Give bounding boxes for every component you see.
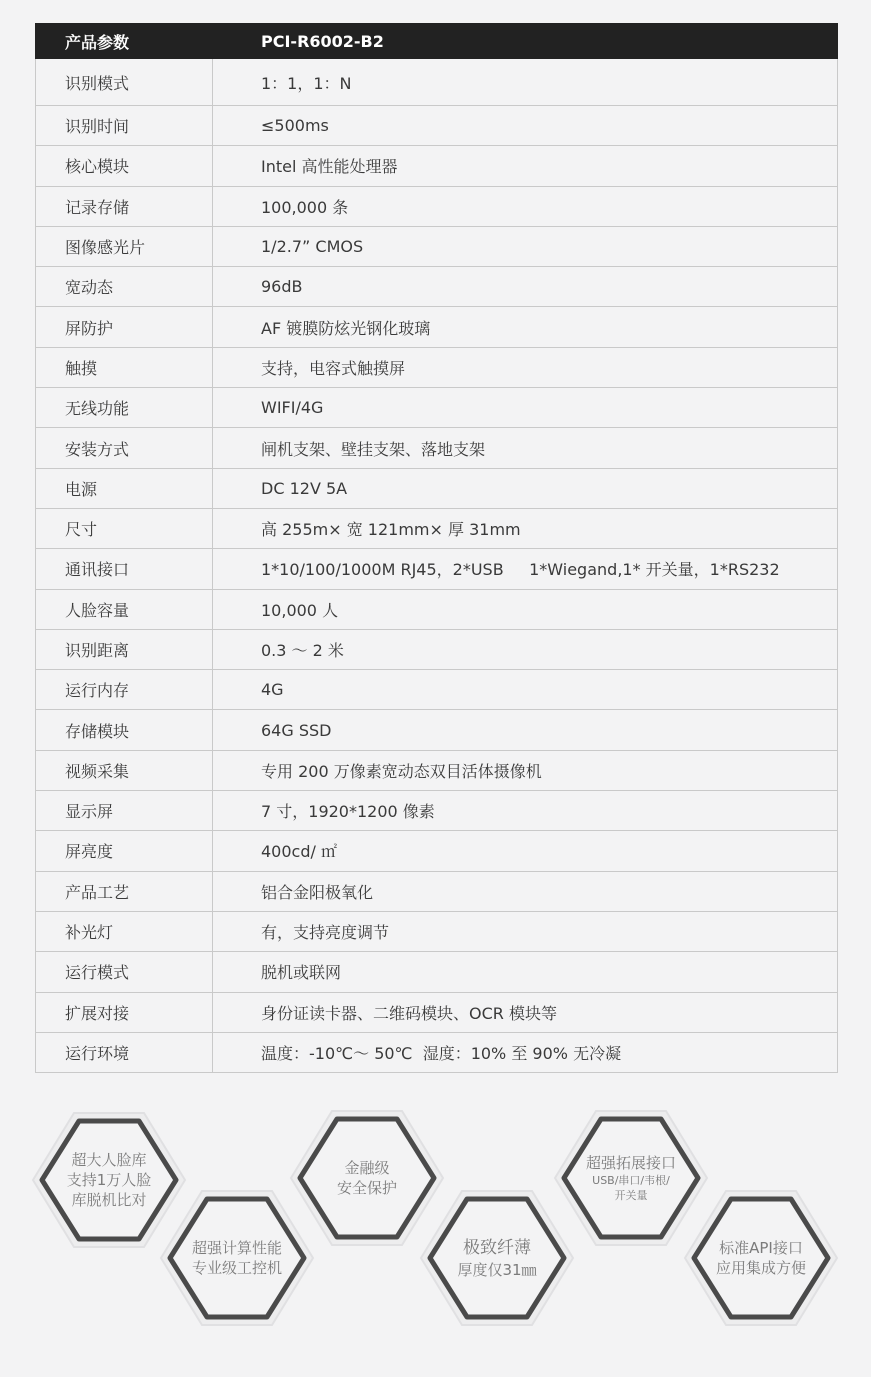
spec-value: Intel 高性能处理器 xyxy=(213,146,838,186)
spec-key: 安装方式 xyxy=(36,428,213,468)
spec-key: 运行环境 xyxy=(36,1032,213,1072)
spec-row xyxy=(36,186,838,226)
spec-key: 通讯接口 xyxy=(36,549,213,589)
spec-table xyxy=(35,23,838,1073)
spec-row xyxy=(36,629,838,669)
spec-key: 电源 xyxy=(36,468,213,508)
spec-key: 运行内存 xyxy=(36,670,213,710)
feature-line: USB/串口/韦根/ xyxy=(592,1174,670,1187)
spec-value: 400cd/ ㎡ xyxy=(213,831,838,871)
spec-value: 高 255m× 宽 121mm× 厚 31mm xyxy=(213,508,838,548)
spec-row xyxy=(36,468,838,508)
feature-line: 极致纤薄 xyxy=(463,1237,531,1258)
spec-row xyxy=(36,226,838,266)
spec-key: 识别模式 xyxy=(36,59,213,106)
feature-hex-6-text xyxy=(682,1188,840,1328)
spec-key: 图像感光片 xyxy=(36,226,213,266)
feature-line: 超强拓展接口 xyxy=(585,1154,676,1172)
spec-value: 铝合金阳极氧化 xyxy=(213,871,838,911)
spec-key: 核心模块 xyxy=(36,146,213,186)
feature-hex-6 xyxy=(682,1188,840,1328)
feature-line: 库脱机比对 xyxy=(71,1191,147,1209)
spec-key: 产品工艺 xyxy=(36,871,213,911)
spec-row xyxy=(36,952,838,992)
spec-row xyxy=(36,388,838,428)
spec-header-row xyxy=(36,24,838,59)
feature-hexagons xyxy=(0,1100,871,1340)
spec-row xyxy=(36,791,838,831)
spec-row xyxy=(36,549,838,589)
spec-value: 闸机支架、壁挂支架、落地支架 xyxy=(213,428,838,468)
spec-key: 宽动态 xyxy=(36,267,213,307)
spec-row xyxy=(36,1032,838,1072)
spec-row xyxy=(36,106,838,146)
spec-value: WIFI/4G xyxy=(213,388,838,428)
spec-key: 屏亮度 xyxy=(36,831,213,871)
spec-row xyxy=(36,267,838,307)
spec-key: 无线功能 xyxy=(36,388,213,428)
spec-row xyxy=(36,670,838,710)
spec-key: 补光灯 xyxy=(36,911,213,951)
spec-key: 存储模块 xyxy=(36,710,213,750)
spec-row xyxy=(36,710,838,750)
spec-row xyxy=(36,508,838,548)
spec-row xyxy=(36,911,838,951)
spec-key: 触摸 xyxy=(36,347,213,387)
spec-body xyxy=(36,59,838,1073)
spec-key: 视频采集 xyxy=(36,750,213,790)
spec-row xyxy=(36,59,838,106)
spec-value: 64G SSD xyxy=(213,710,838,750)
spec-row xyxy=(36,428,838,468)
spec-row xyxy=(36,871,838,911)
feature-line: 厚度仅31㎜ xyxy=(457,1260,537,1279)
feature-line: 应用集成方便 xyxy=(715,1259,806,1277)
feature-line: 金融级 xyxy=(344,1159,390,1177)
spec-value: 100,000 条 xyxy=(213,186,838,226)
feature-line: 超强计算性能 xyxy=(191,1239,282,1257)
spec-value: 1：1，1：N xyxy=(213,59,838,106)
spec-value: 支持，电容式触摸屏 xyxy=(213,347,838,387)
feature-line: 专业级工控机 xyxy=(191,1259,282,1277)
spec-key: 人脸容量 xyxy=(36,589,213,629)
spec-key: 扩展对接 xyxy=(36,992,213,1032)
spec-key: 运行模式 xyxy=(36,952,213,992)
spec-header-value: PCI-R6002-B2 xyxy=(213,24,838,59)
spec-value: AF 镀膜防炫光钢化玻璃 xyxy=(213,307,838,347)
spec-key: 识别时间 xyxy=(36,106,213,146)
spec-value: 10,000 人 xyxy=(213,589,838,629)
spec-value: 1*10/100/1000M RJ45，2*USB 1*Wiegand,1* 开关量，1*RS232 xyxy=(213,549,838,589)
feature-line: 标准API接口 xyxy=(719,1239,803,1257)
spec-key: 识别距离 xyxy=(36,629,213,669)
spec-value: 0.3 ～ 2 米 xyxy=(213,629,838,669)
spec-key: 记录存储 xyxy=(36,186,213,226)
spec-value: 1/2.7” CMOS xyxy=(213,226,838,266)
feature-line: 开关量 xyxy=(614,1189,648,1202)
feature-line: 超大人脸库 xyxy=(71,1151,147,1169)
spec-value: 7 寸，1920*1200 像素 xyxy=(213,791,838,831)
spec-key: 屏防护 xyxy=(36,307,213,347)
spec-key: 显示屏 xyxy=(36,791,213,831)
spec-row xyxy=(36,307,838,347)
feature-line: 支持1万人脸 xyxy=(66,1171,152,1189)
spec-value: 专用 200 万像素宽动态双目活体摄像机 xyxy=(213,750,838,790)
spec-value: DC 12V 5A xyxy=(213,468,838,508)
spec-row xyxy=(36,992,838,1032)
spec-value: ≤500ms xyxy=(213,106,838,146)
spec-value: 96dB xyxy=(213,267,838,307)
spec-value: 温度：-10℃～ 50℃ 湿度：10% 至 90% 无冷凝 xyxy=(213,1032,838,1072)
spec-row xyxy=(36,589,838,629)
spec-row xyxy=(36,146,838,186)
spec-row xyxy=(36,750,838,790)
spec-key: 尺寸 xyxy=(36,508,213,548)
spec-value: 有，支持亮度调节 xyxy=(213,911,838,951)
spec-row xyxy=(36,347,838,387)
spec-value: 4G xyxy=(213,670,838,710)
spec-row xyxy=(36,831,838,871)
feature-line: 安全保护 xyxy=(336,1179,397,1197)
spec-header-key: 产品参数 xyxy=(36,24,213,59)
spec-value: 身份证读卡器、二维码模块、OCR 模块等 xyxy=(213,992,838,1032)
spec-value: 脱机或联网 xyxy=(213,952,838,992)
